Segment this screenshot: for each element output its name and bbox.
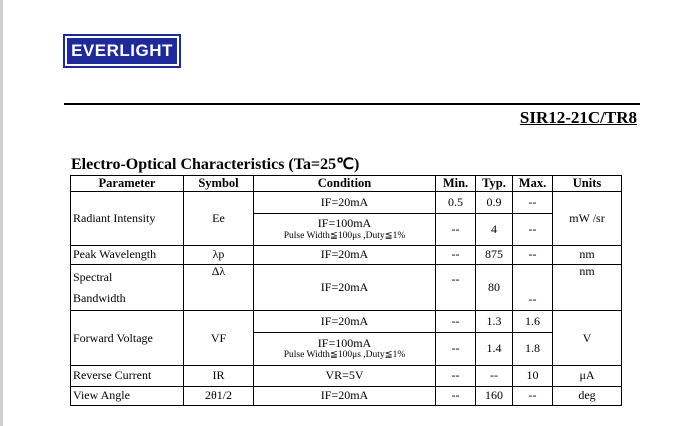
condition-main: IF=100mA — [317, 336, 372, 351]
min-cell: -- — [436, 213, 476, 245]
parameter-cell: Forward Voltage — [71, 311, 184, 366]
min-cell: -- — [436, 245, 476, 264]
column-header: Condition — [254, 176, 436, 192]
column-header: Typ. — [476, 176, 513, 192]
unit-cell: V — [553, 311, 622, 366]
max-cell: 1.6 — [513, 311, 553, 332]
table-row — [71, 192, 622, 213]
typ-cell: 1.3 — [476, 311, 513, 332]
typ-cell: -- — [476, 366, 513, 386]
column-header: Units — [553, 176, 622, 192]
parameter-line: Spectral — [73, 269, 113, 284]
typ-cell: 80 — [476, 265, 513, 311]
table-row — [71, 245, 622, 264]
table-row — [71, 311, 622, 332]
typ-cell: 160 — [476, 386, 513, 405]
min-cell: 0.5 — [436, 192, 476, 213]
condition-main: IF=100mA — [317, 216, 372, 231]
column-header: Parameter — [71, 176, 184, 192]
unit-cell: nm — [553, 265, 622, 311]
typ-cell: 1.4 — [476, 332, 513, 365]
symbol-cell: 2θ1/2 — [184, 386, 254, 405]
condition-cell: VR=5V — [254, 366, 436, 386]
symbol-cell: Δλ — [184, 265, 254, 311]
parameter-cell: View Angle — [71, 386, 184, 405]
everlight-logo — [63, 34, 181, 68]
condition-cell: IF=20mA — [254, 311, 436, 332]
parameter-cell: Reverse Current — [71, 366, 184, 386]
parameter-line: Bandwidth — [73, 290, 126, 305]
unit-cell: mW /sr — [553, 192, 622, 246]
symbol-cell: Ee — [184, 192, 254, 246]
table-row — [71, 386, 622, 405]
page-edge-line — [0, 0, 3, 426]
min-cell: -- — [436, 366, 476, 386]
typ-cell: 4 — [476, 213, 513, 245]
min-cell: -- — [436, 386, 476, 405]
max-cell: -- — [513, 213, 553, 245]
condition-note: Pulse Width≦100μs ,Duty≦1% — [283, 230, 406, 241]
typ-cell: 0.9 — [476, 192, 513, 213]
min-cell: -- — [436, 265, 476, 311]
unit-cell: deg — [553, 386, 622, 405]
table-row — [71, 366, 622, 386]
symbol-cell: VF — [184, 311, 254, 366]
condition-cell: IF=20mA — [254, 192, 436, 213]
parameter-cell: Peak Wavelength — [71, 245, 184, 264]
unit-cell: nm — [553, 245, 622, 264]
part-number: SIR12-21C/TR8 — [519, 108, 637, 127]
condition-cell — [254, 332, 436, 365]
max-cell: -- — [513, 245, 553, 264]
parameter-cell — [71, 265, 184, 311]
header-divider — [64, 103, 640, 105]
typ-cell: 875 — [476, 245, 513, 264]
condition-cell — [254, 213, 436, 245]
max-cell: -- — [513, 192, 553, 213]
max-cell: -- — [513, 386, 553, 405]
electro-optical-table — [70, 175, 622, 406]
condition-cell: IF=20mA — [254, 265, 436, 311]
symbol-cell: λp — [184, 245, 254, 264]
condition-cell: IF=20mA — [254, 245, 436, 264]
max-cell: 1.8 — [513, 332, 553, 365]
condition-note: Pulse Width≦100μs ,Duty≦1% — [283, 350, 406, 361]
table-row — [71, 265, 622, 311]
table-header-row — [71, 176, 622, 192]
column-header: Symbol — [184, 176, 254, 192]
min-cell: -- — [436, 332, 476, 365]
logo-text: EVERLIGHT — [67, 38, 177, 64]
parameter-cell: Radiant Intensity — [71, 192, 184, 246]
column-header: Max. — [513, 176, 553, 192]
min-cell: -- — [436, 311, 476, 332]
unit-cell: μA — [553, 366, 622, 386]
symbol-cell: IR — [184, 366, 254, 386]
max-cell: 10 — [513, 366, 553, 386]
column-header: Min. — [436, 176, 476, 192]
max-cell: -- — [513, 265, 553, 311]
section-title: Electro-Optical Characteristics (Ta=25℃) — [71, 156, 360, 173]
condition-cell: IF=20mA — [254, 386, 436, 405]
